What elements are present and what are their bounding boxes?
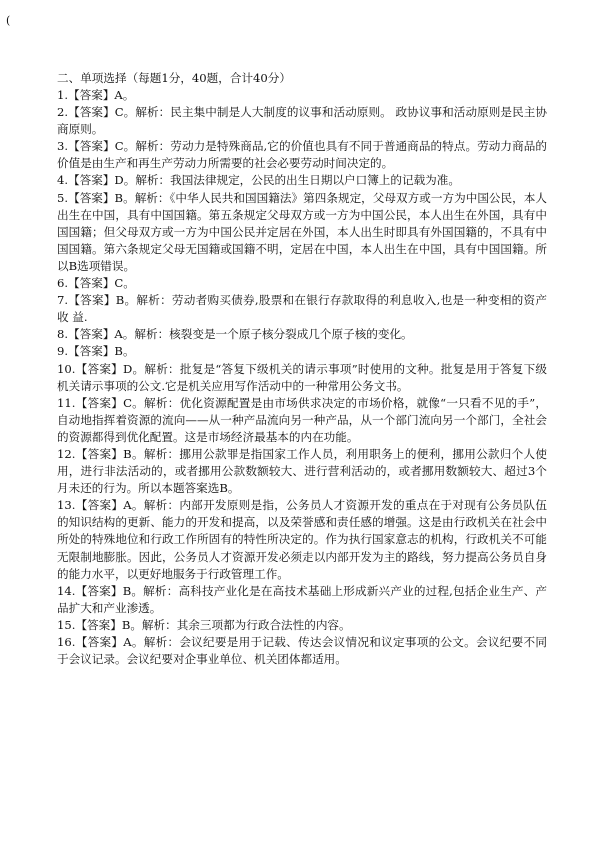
answer-item-2: 2.【答案】C。解析：民主集中制是人大制度的议事和活动原则。 政协议事和活动原则是民主协商原则。 — [57, 105, 547, 137]
answer-item-10: 10.【答案】D。解析：批复是“答复下级机关的请示事项”时使用的文种。批复是用于答复下级机关请示事项的公文.它是机关应用写作活动中的一种常用公务文书。 — [57, 361, 547, 393]
answer-item-9: 9.【答案】B。 — [57, 344, 135, 359]
answer-item-5: 5.【答案】B。解析：《中华人民共和国国籍法》第四条规定，父母双方或一方为中国公民，本人出生在中国，具有中国国籍。第五条规定父母双方或一方为中国公民，本人出生在外国，具有中国国籍；但父母双方或一方为中国公民并定居在外国，本人出生时即具有外国国籍的，不具有中国国籍。第六条规定父母无国籍或国籍不明，定居在中国，本人出生在中国，具有中国国籍。所以B选项错误。 — [57, 190, 547, 273]
answer-item-11: 11.【答案】C。解析：优化资源配置是由市场供求决定的市场价格，就像“一只看不见的手”，自动地指挥着资源的流向——从一种产品流向另一种产品，从一个部门流向另一个部门，全社会的资源都得到优化配置。这是市场经济最基本的内在功能。 — [57, 395, 547, 444]
answer-item-15: 15.【答案】B。解析：其余三项都为行政合法性的内容。 — [57, 617, 351, 632]
answer-item-3: 3.【答案】C。解析：劳动力是特殊商品,它的价值也具有不同于普通商品的特点。劳动力商品的价值是由生产和再生产劳动力所需要的社会必要劳动时间决定的。 — [57, 139, 547, 171]
answer-item-12: 12.【答案】B。解析：挪用公款罪是指国家工作人员，利用职务上的便利，挪用公款归个人使用，进行非法活动的，或者挪用公款数额较大、进行营利活动的，或者挪用数额较大、超过3个月未还的行为。所以本题答案选B。 — [57, 446, 547, 496]
answer-item-6: 6.【答案】C。 — [57, 276, 135, 291]
answer-item-7: 7.【答案】B。解析：劳动者购买债券,股票和在银行存款取得的利息收入,也是一种变相的资产收 益. — [57, 293, 547, 325]
answer-item-14: 14.【答案】B。解析：高科技产业化是在高技术基础上形成新兴产业的过程,包括企业生产、产品扩大和产业渗透。 — [57, 583, 547, 615]
section-title: 二、单项选择（每题1分，40题，合计40分） — [57, 71, 291, 85]
answer-item-1: 1.【答案】A。 — [57, 88, 135, 102]
answer-item-16: 16.【答案】A。解析：会议纪要是用于记载、传达会议情况和议定事项的公文。会议纪要不同于会议记录。会议纪要对企事业单位、机关团体都适用。 — [57, 635, 547, 667]
answer-item-4: 4.【答案】D。解析：我国法律规定，公民的出生日期以户口簿上的记载为准。 — [57, 173, 460, 188]
answer-item-13: 13.【答案】A。解析：内部开发原则是指，公务员人才资源开发的重点在于对现有公务员队伍的知识结构的更新、能力的开发和提高，以及荣誉感和责任感的增强。这是由行政机关在社会中所处的特殊地位和行政工作所固有的特性所决定的。作为执行国家意志的机构，行政机关不可能无限制地膨胀。因此，公务员人才资源开发必须走以内部开发为主的路线，努力提高公务员自身的能力水平，以更好地服务于行政管理工作。 — [57, 498, 547, 581]
answer-item-8: 8.【答案】A。解析：核裂变是一个原子核分裂成几个原子核的变化。 — [57, 327, 413, 342]
answer-section — [57, 70, 547, 668]
corner-mark: ( — [6, 14, 11, 27]
